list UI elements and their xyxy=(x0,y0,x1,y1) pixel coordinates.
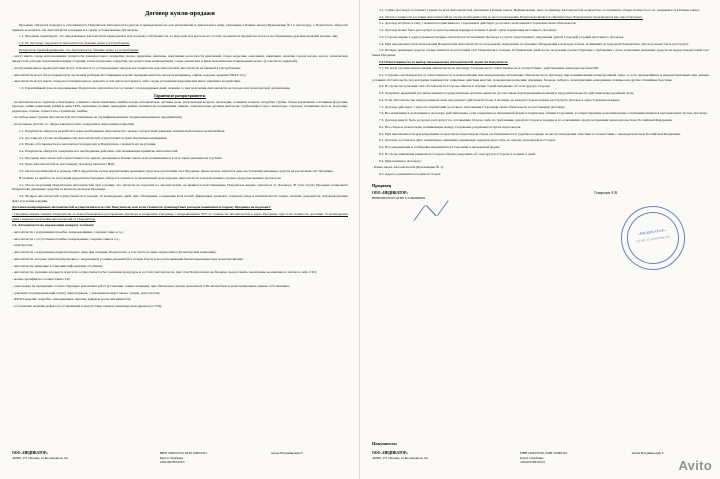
nonreturnable-11: - ФОТО изделия, подробно описывающее скрытые дефекты (если они имеются); xyxy=(12,297,131,302)
clause-5-5: 5.5. Возврат денежных средств осуществляется на расчетный счет Покупателя в течение 10 банковских дней после получения соответствующего требования с даты зачисления денежных средств на корреспондентский счет банка Продавца. xyxy=(372,48,709,57)
seller-details: ИНН1660255550 ОГРН 1151690089209 xyxy=(372,195,426,200)
nonreturnable-3: - электроузлы; xyxy=(12,243,34,248)
document-right-column xyxy=(360,0,720,479)
intro-paragraph: Продавец обязуется передать в собственность Покупателя Автозапчасти (детали и принадлежности для автомобилей и двигателей к ним), указанные в Бланке заказа (Приложение №1 к Договору), а Покупатель обязуется принять и оплатить эти Автозапчасти в порядке и в сроки, установленные Договором. xyxy=(12,23,348,32)
nonreturnable-2: - автозапчасти с отсутствием пломбы, повреждения, следами слива и т.д.; xyxy=(12,236,120,241)
left-footer-inn: ИНН 1660255550, КПП 166001001 xyxy=(159,451,207,456)
clause-2-1: 2.1. Покупатель обязуется разработать наше необходимые Автозапчасти с целью соответствия данными технической платности автомобиля. xyxy=(19,128,226,133)
left-footer-signature-block xyxy=(12,451,348,465)
clause-9-4: 9.4. Приложения к Договору: xyxy=(379,158,422,163)
nonreturnable-9: - заказ-наряд на проведение соответствующих ремонтных работ (установки, замена позиции), при обязательно указан ремонтных VIN автомобиля и регистрационные данные собственника; xyxy=(12,283,290,288)
nonreturnable-8: - копия сертификата соответствия СТО; xyxy=(12,277,71,282)
company-stamp xyxy=(617,202,689,274)
clause-8-1: 8.1. Все споры и разногласия, возникающие между Сторонами, разрешаются путем переговоров. xyxy=(379,124,522,129)
clause-1-2: 1.2. По Договору передаются Автозапчасти, бывшие ранее в употреблении. xyxy=(19,41,130,46)
clause-6-3: 6.3. Документ, выданный уполномоченным государственным органом, является достаточным подтверждением наличия и продолжительности действия непреодолимой силы. xyxy=(379,91,635,96)
warranty-exclusion-2: - на любые иные группы автозапчастей, изготовленные на сертифицированных специализированных предприятиях; xyxy=(12,115,183,120)
buyer-account: 22022067865453/5 xyxy=(520,460,546,465)
clause-9-5: 9.5. Адреса, реквизиты и подписи Сторон: xyxy=(379,171,442,176)
clause-1-3: 1.3. Гарантийный срок на передаваемые Покупателю Автозапчасти составляет 14 календарных дней, начиная со дня получения Автозапчасти на Складе или транспортной организации. xyxy=(19,85,291,90)
clause-6-1: 6.1. Стороны освобождаются от ответственности за неисполнение или ненадлежащее исполнение обязательств по Договору при возникновении непреодолимой силы, то есть чрезвычайных и непредотвратимых при данных условиях обстоятельств, под которыми понимаются: запретные действия властей, гражданские волнения, эпидемии, блокада, эмбарго, землетрясения, наводнения, пожары или другие стихийные бедствия. xyxy=(372,73,709,82)
clause-2-3: 2.3. Право собственности на Автозапчасти переходит к Покупателю с момента их получения. xyxy=(19,142,157,147)
clause-8-2: 8.2. При невозможности урегулирования споров путем переговоров споры рассматриваются в судебном порядке по месту нахождения ответчика в соответствии с законодательством Российской Федерации. xyxy=(379,131,681,136)
nonreturnable-1: - автозапчасти с нарушением пломбы, повреждениями, следами слива и т.д.; xyxy=(12,230,124,234)
clause-4-1: 4.1. Сумма Договора составляет стоимость всех Автозапчастей, указанных в Бланке заказа. Наименование, цена за единицу Автозапчастей, количество, ассортимент, общая стоимость и т.п. указываются в Бланке заказа. xyxy=(379,8,700,12)
return-shipping-note: Доставка возвращаемых автозапчастей осуществляется за счет Покупателя, или если стоимость транспортных расходов понимаются сторону Продавца не подлежит: xyxy=(12,205,272,210)
clause-1-2-c: - автозапчасти могут быть подвергнуты частичной разборке Поставщиком в целях проверки качества запчасти (например, снятие поддона, крышки ГБЦ и т.п.); xyxy=(12,72,247,77)
clause-9-3: 9.3. В случае изменения реквизитов Сторона обязана уведомить об этом другую Сторону в течение 3 дней. xyxy=(379,151,536,156)
clause-3-3-price: 3.3. Оплата производится в размере 100% предоплаты путем перечисления денежных средств на расчетный счет Продавца. Днем оплаты считается день поступления денежных средств на расчетный счет Продавца. xyxy=(19,169,334,174)
clause-9-2: 9.2. Все уведомления и сообщения направляются Сторонами в письменной форме. xyxy=(379,145,501,150)
return-shipping-line: - Продавец вправе снизить Покупателю за невозобновляемое расторжение Договора и возвратить Продавцу с предъявлением 50% от стоимости автозапчастей в адрес Продавца, при этом стоимость доставки 15 календарных дней с момента получения автозапчастей от Покупателя. xyxy=(12,211,348,221)
clause-1-2-note: Покупатель проинформирован, что Автозапчасти, бывшие ранее в употреблении: xyxy=(19,47,139,52)
clause-5-2: 5.2. Договор может быть расторгнут в одностороннем порядке в течение 3 дней с даты подписания настоящего Договора. xyxy=(379,28,558,33)
buyer-name: Антон Владимирович Г. xyxy=(631,451,665,456)
warranty-exclusions-heading: Гарантия не распространяется: xyxy=(154,93,206,98)
clause-9-1: 9.1. Договор составлен в двух экземплярах, имеющих одинаковую юридическую силу, по одному для каждой из Сторон. xyxy=(379,138,556,143)
avito-watermark: Avito xyxy=(678,458,712,473)
clause-1-2-a: - могут иметь следы использования: потертости лакокрасочного покрытия, сколы, царапины, вмятины, нарушение целостности креплений, следы коррозии, окисления, закипания, наличие следов нагара, масел, технических жидкостей, рабочие загрязнения камеры сгорания, технологические отверстия, несоответствие комплектации, следы демонтажа и иные механические повреждения, износ (в том числе скрытый); xyxy=(12,54,348,64)
clause-5-4: 5.4. При невозможности использования Покупателем Автозапчасти по ее целевому назначению по причине обнаружения в ней недостатков, возникших до передачи Покупателю, Договор может быть расторгнут. xyxy=(379,41,690,46)
clause-3-2-price: 3.2. Цена Автозапчастей по настоящему Договору включает НДС. xyxy=(19,162,116,167)
nonreturnable-10: - документ, подтверждающий оплату заказ-нарядов, с указанием номера заказа, суммы, даты оплаты; xyxy=(12,290,161,295)
clause-7-1: 7.1. Договор действует с даты его подписания до полного исполнения Сторонами своих обязательств по настоящему Договору. xyxy=(379,104,566,109)
clause-return-2: 3.2. Возврат автозапчастей осуществляется в течение 14 календарных дней, при соблюдении: сохранения всех пломб, фирменных упаковок, товарного вида и комплектности товара, наличие документов, подтверждающих факт и условия покупки. xyxy=(12,193,348,203)
clause-4-2: 4.2. Оплата стоимости доставки Автозапчастей (в случае необходимости) до места нахождения Покупателя является обязанностью Покупателя и производится им самостоятельно. xyxy=(379,14,643,19)
buyer-address: 420061, РТ, г.Казань, ул.Космонавтов, 2А xyxy=(372,456,428,461)
buyer-card: Карта Сбербанка xyxy=(520,455,544,460)
left-footer-card: Карта Сбербанка xyxy=(159,455,183,460)
stamp-line-1: «ИНДИКАТОР» xyxy=(637,228,667,237)
clause-1-2-b: - эксплуатационные характеристики могут отличаться от установленных заводом-изготовителем для аналогичной автозапчасти не бывшей в употреблении; xyxy=(12,65,241,70)
nonreturnable-6: - автозапчасти, имеющие в описании информацию об обмене; xyxy=(12,263,103,268)
document-title: Договор купли-продажи xyxy=(145,10,215,17)
buyer-signature-block xyxy=(372,441,709,465)
buyer-company: ООО «ИНДИКАТОР» xyxy=(372,451,409,456)
seller-signature-block xyxy=(372,183,709,275)
clause-5-7: 5.7. По всем случаям неисполнения обязательств по Договору Стороны несут ответственность в соответствии с действующим законодательством РФ. xyxy=(379,66,599,71)
clause-5-6: 5.6 Ответственность за выбор заказываемых Автозапчастей лежит на Покупателе. xyxy=(379,59,509,64)
warranty-exclusion-1: - на автозапчасти по группам «Электрика», а именно: свечи зажигания, лямбда-зонды, катализаторы, датчики, реле, расходомеры воздуха, прокладки, сальники, шланги, патрубки, трубки, блоки управления, топливные форсунки, провода, замки зажигания, ремни и цепи ГРМ, сцепление, ролики, приводные ремни, натяжители, подшипники, шкивы, электрические датчики двигателя, турбокомпрессоры, генераторы, стартеры, топливные насосы, форсунки, радиаторы, помпы, термостаты, глушители, шайбы; xyxy=(12,99,348,113)
clause-1-2-d: - автозапчасти могут иметь следы восстановительного ремонта, в том числе кустарного, либо следы устранения коррозии или иного внешнего воздействия. xyxy=(12,79,241,84)
annex-1: - Бланк заказа Автозапчастей (Приложение № 1). xyxy=(372,165,445,170)
buyer-inn: ИНН 1660255550, КПП 166001001 xyxy=(520,451,568,456)
clause-7-3: 7.3. Договор вместе быть досрочно расторгнут по соглашению Сторон, либо по требованию одной из Сторон в порядке и по основаниям, предусмотренным законодательством Российской Федерации. xyxy=(379,118,673,123)
nonreturnable-12: - составление наличия дефекта (составленный в присутствии главного инженера или директора СТО). xyxy=(12,304,163,309)
clause-6-4: 6.4. Если обстоятельства непреодолимой силы продолжают действовать более 3 месяцев, но каждая Сторона вправе расторгнуть Договор в одностороннем порядке. xyxy=(379,97,621,102)
seller-company: ООО «ИНДИКАТОР» xyxy=(372,190,409,195)
clause-5-3: 5.3. Сторона вправе в одностороннем порядке отказаться от исполнения Договора в случае существенного нарушения другой Стороной условий настоящего Договора. xyxy=(379,34,625,39)
left-footer-account: 22022067865453/5 xyxy=(159,460,185,465)
nonreturnable-7: - автозапчасти, указание которых в агрегатах осуществляется без указания процедуры и состоит Автозапчасти, при этом Покупателем необходимо предоставить заключение независимого эксперта либо СТО; xyxy=(12,270,317,275)
clause-5-1: 5.1. Договор вступает в силу с момента подписания его сторонами и действует до полного исполнения Сторонами своих обязательств. xyxy=(379,21,577,26)
clause-7-2: 7.2. Все изменения и дополнения к Договору действительны, если совершены в письменной форме и подписаны обеими Сторонами. Соответствующие дополнительные соглашения являются неотъемлемой частью Договора. xyxy=(379,111,708,116)
clause-3-1-price: 3.1. Продавец Автозапчастей осуществляется по ценам, указанным в Бланке заказа, или указываемым в Счете. Цена указывается в рублях. xyxy=(19,155,223,160)
nonreturnable-5: - автозапчасти, которые транспортировались с нарушением условия указания (без потери борта) и все распоряжения были повреждены при транспортировке; xyxy=(12,256,244,261)
nonreturnable-heading: 2.2. Автозапчасти не подлежащие возврату и обмену: xyxy=(12,223,95,228)
clause-return-1: 3.1. После получения Покупателем автозапчастей, при условии, что запчасти не подошли по автозапчастям, не являются качественными, Покупатель вправе отказаться от Договора. В этом случае Продавец возвращает Покупателю денежные средства за вычетом расходов Продавца. xyxy=(12,182,348,192)
clause-6-2: 6.2. В случае наступления этих обстоятельств Сторона обязана в течение 3 дней письменно об этом другую Сторону. xyxy=(379,84,551,89)
left-footer-address: 420061, РТ, г.Казань, ул.Космонавтов, 2А xyxy=(12,456,68,461)
nonreturnable-4: - автозапчасти с нарушением первоначального вида при отправке Покупателю, в том числе по вине перевозчика (Транспортной компании); xyxy=(12,250,217,255)
seller-signature-mark: ⟋⟍⟋ xyxy=(410,198,450,225)
warranty-exclusion-3: - на кузовные детали, то, сферы лакокрасочного покрытия и нанесенные покрытия; xyxy=(12,122,135,127)
seller-name: Генералов А.В. xyxy=(594,190,618,195)
clause-2-4: 2.4. Покупатель обязуется совершить все необходимые действия, обеспечивающие принятие Автозапчастей. xyxy=(19,149,179,154)
stamp-line-2: ОГРН 1151690089209 xyxy=(635,235,671,244)
left-footer-company: ООО «ИНДИКАТОР» xyxy=(12,451,49,456)
clause-3-3-note: В течение 14 дней после получения предоплаты Продавец обязуется оплатить за назначенный срок передать Автозапчасти за исключением случаев, предусмотренных Договором. xyxy=(19,175,282,180)
buyer-heading: Покупатель: xyxy=(372,441,398,447)
left-footer-name: Антон Владимирович Г. xyxy=(270,451,304,456)
seller-heading: Продавец xyxy=(372,182,392,188)
clause-2-2: 2.2. Доставка (в случае необходимости) Автозапчастей осуществляется транспортными компаниями. xyxy=(19,135,168,140)
clause-1-1: 1.1. Продавец гарантирует, что передаваемые Автозапчасти принадлежат ему на праве собственности, в споре или под арестом не состоят, не является предметом залога и не обременены другими правами третьих лиц. xyxy=(19,34,339,39)
